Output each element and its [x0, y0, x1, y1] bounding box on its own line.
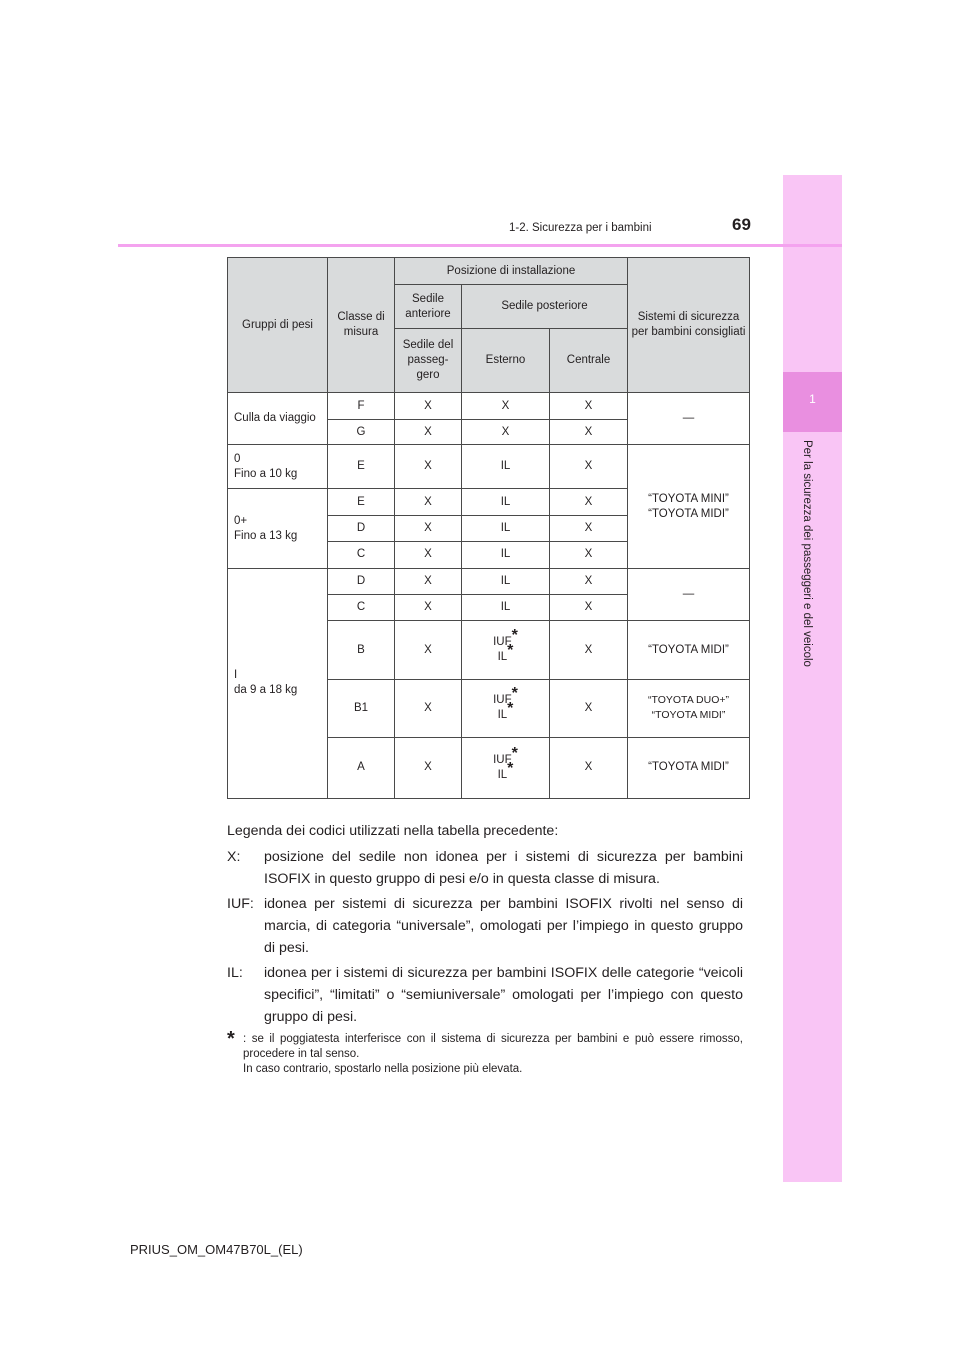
legend-code: IUF:: [227, 896, 254, 912]
cell-center: X: [550, 515, 628, 541]
legend-item-il: [227, 962, 743, 1028]
cell-outer: IL: [462, 489, 550, 515]
group-1-weight: da 9 a 18 kg: [234, 684, 298, 697]
group-0plus-label: 0+: [234, 514, 248, 527]
code-il: IL: [497, 651, 508, 664]
cell-front: X: [395, 445, 462, 489]
cell-outer: [462, 680, 550, 737]
asterisk-note-marker: *: [511, 744, 518, 762]
note-line-2: In caso contrario, spostarlo nella posizione più elevata.: [243, 1063, 523, 1075]
cell-front: X: [395, 568, 462, 594]
code-iuf: IUF: [493, 753, 512, 766]
asterisk-note: [227, 1028, 743, 1077]
cell-recommended-mini-midi: [628, 445, 750, 569]
cell-center: X: [550, 737, 628, 798]
cell-outer: [462, 621, 550, 680]
header-front-seat: Sedile anteriore: [395, 285, 462, 329]
cell-class: D: [328, 515, 395, 541]
cell-class: D: [328, 568, 395, 594]
cell-outer: IL: [462, 594, 550, 620]
cell-center: X: [550, 594, 628, 620]
cell-outer: [462, 737, 550, 798]
cell-front: X: [395, 515, 462, 541]
legend-code: X:: [227, 849, 241, 865]
rec-mini: “TOYOTA MINI”: [648, 492, 729, 505]
header-center: Centrale: [550, 329, 628, 393]
header-rear-seat: Sedile posteriore: [462, 285, 628, 329]
group-1-label: I: [234, 669, 238, 682]
section-title: 1-2. Sicurezza per i bambini: [509, 222, 652, 234]
header-size-class: Classe di misura: [328, 258, 395, 393]
group-0-label: 0: [234, 452, 241, 465]
cell-outer: IL: [462, 515, 550, 541]
cell-recommended: “TOYOTA MIDI”: [628, 621, 750, 680]
cell-class: G: [328, 420, 395, 445]
group-culla: Culla da viaggio: [228, 393, 328, 445]
header-rule: [118, 244, 842, 247]
legend: [227, 820, 743, 1077]
cell-center: X: [550, 621, 628, 680]
cell-recommended: —: [628, 393, 750, 445]
cell-front: X: [395, 737, 462, 798]
cell-recommended: —: [628, 568, 750, 620]
asterisk-note-marker: *: [511, 627, 518, 645]
code-il: IL: [497, 768, 508, 781]
cell-center: X: [550, 393, 628, 420]
legend-title: Legenda dei codici utilizzati nella tabella precedente:: [227, 823, 559, 839]
cell-class: F: [328, 393, 395, 420]
cell-front: X: [395, 594, 462, 620]
cell-class: A: [328, 737, 395, 798]
cell-center: X: [550, 445, 628, 489]
header-install-position: Posizione di installazione: [395, 258, 628, 285]
cell-center: X: [550, 680, 628, 737]
legend-text: idonea per i sistemi di sicurezza per bambini ISOFIX delle categorie “veicoli specifici”, “limitati” o “semiuniversale” omologati per l’impiego con questo gruppo di pesi.: [264, 965, 743, 1025]
legend-item-iuf: [227, 893, 743, 959]
header-outer: Esterno: [462, 329, 550, 393]
asterisk-note-marker: *: [511, 685, 518, 703]
code-iuf: IUF: [493, 694, 512, 707]
isofix-table: [227, 257, 750, 799]
legend-item-x: [227, 846, 743, 890]
cell-class: E: [328, 489, 395, 515]
asterisk-note-marker: *: [507, 759, 514, 777]
header-recommended: Sistemi di sicurezza per bambini consigliati: [628, 258, 750, 393]
cell-recommended: [628, 680, 750, 737]
group-0-weight: Fino a 10 kg: [234, 467, 298, 480]
cell-outer: IL: [462, 445, 550, 489]
table-row: [228, 568, 750, 594]
cell-center: X: [550, 489, 628, 515]
cell-class: B1: [328, 680, 395, 737]
cell-center: X: [550, 568, 628, 594]
cell-outer: IL: [462, 541, 550, 568]
note-line-1: : se il poggiatesta interferisce con il sistema di sicurezza per bambini e può essere rimosso, procedere in tal senso.: [243, 1033, 743, 1060]
legend-code: IL:: [227, 965, 243, 981]
cell-class: C: [328, 541, 395, 568]
asterisk-note-marker: *: [507, 642, 514, 660]
cell-front: X: [395, 489, 462, 515]
asterisk-icon: *: [227, 1028, 235, 1050]
table-row: [228, 393, 750, 420]
group-0: [228, 445, 328, 489]
cell-front: X: [395, 680, 462, 737]
group-0plus-weight: Fino a 13 kg: [234, 529, 298, 542]
footer-doc-id: PRIUS_OM_OM47B70L_(EL): [130, 1242, 303, 1257]
rec-duo: “TOYOTA DUO+”: [648, 694, 729, 707]
rec-midi: “TOYOTA MIDI”: [651, 709, 726, 722]
table-row: [228, 445, 750, 489]
cell-recommended: “TOYOTA MIDI”: [628, 737, 750, 798]
cell-center: X: [550, 541, 628, 568]
note-text: [243, 1032, 743, 1077]
cell-front: X: [395, 393, 462, 420]
chapter-number: 1: [809, 392, 816, 406]
legend-text: idonea per sistemi di sicurezza per bambini ISOFIX rivolti nel senso di marcia, di categoria “universale”, omologati per l’impiego in questo gruppo di pesi.: [264, 896, 743, 956]
cell-center: X: [550, 420, 628, 445]
cell-class: B: [328, 621, 395, 680]
cell-class: E: [328, 445, 395, 489]
code-il: IL: [497, 709, 508, 722]
cell-front: X: [395, 621, 462, 680]
group-1: [228, 568, 328, 798]
cell-class: C: [328, 594, 395, 620]
cell-outer: X: [462, 420, 550, 445]
legend-text: posizione del sedile non idonea per i sistemi di sicurezza per bambini ISOFIX in questo gruppo di pesi e/o in questa classe di misura.: [264, 849, 743, 887]
rec-midi: “TOYOTA MIDI”: [648, 507, 729, 520]
header-weight-group: Gruppi di pesi: [228, 258, 328, 393]
header-passenger-seat: Sedile del passeg-gero: [395, 329, 462, 393]
page-number: 69: [732, 215, 751, 234]
cell-front: X: [395, 420, 462, 445]
cell-outer: IL: [462, 568, 550, 594]
asterisk-note-marker: *: [507, 700, 514, 718]
cell-outer: X: [462, 393, 550, 420]
group-0plus: [228, 489, 328, 568]
cell-front: X: [395, 541, 462, 568]
chapter-sidebar: [783, 175, 842, 1182]
code-iuf: IUF: [493, 636, 512, 649]
